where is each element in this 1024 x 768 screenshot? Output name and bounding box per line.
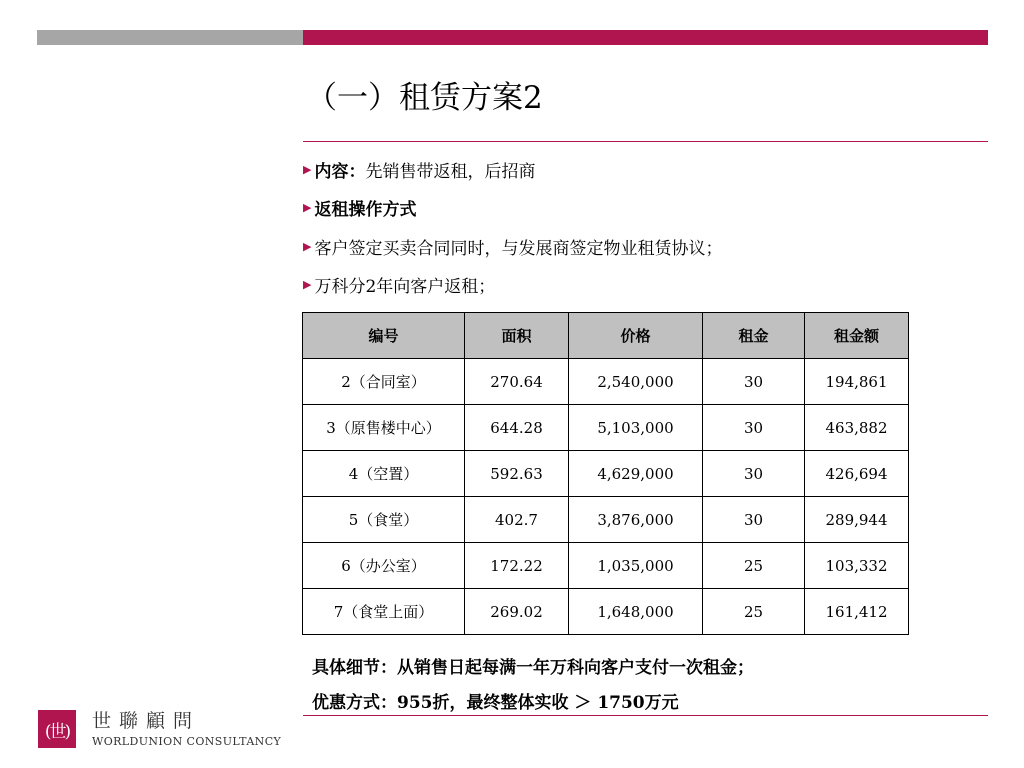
company-logo <box>38 710 76 748</box>
table-cell: 4（空置） <box>303 451 465 497</box>
table-cell: 5（食堂） <box>303 497 465 543</box>
triangle-bullet-icon: ▶ <box>303 278 312 292</box>
triangle-bullet-icon: ▶ <box>303 239 312 253</box>
table-cell: 30 <box>703 451 805 497</box>
column-header: 租金 <box>703 313 805 359</box>
table-cell: 644.28 <box>465 405 569 451</box>
triangle-bullet-icon: ▶ <box>303 162 312 176</box>
bullet-item <box>303 189 988 228</box>
table-cell: 426,694 <box>805 451 909 497</box>
table-cell: 161,412 <box>805 589 909 635</box>
table-cell: 172.22 <box>465 543 569 589</box>
table-row <box>303 451 909 497</box>
table-header-row <box>303 313 909 359</box>
table-cell: 270.64 <box>465 359 569 405</box>
table-row <box>303 405 909 451</box>
bullet-text: 先销售带返租，后招商 <box>365 161 536 182</box>
table-cell: 194,861 <box>805 359 909 405</box>
logo-mark-icon: (世) <box>44 721 70 742</box>
table-row <box>303 359 909 405</box>
table-cell: 6（办公室） <box>303 543 465 589</box>
table-cell: 402.7 <box>465 497 569 543</box>
table-row <box>303 543 909 589</box>
table-cell: 269.02 <box>465 589 569 635</box>
table-cell: 30 <box>703 497 805 543</box>
column-header: 价格 <box>569 313 703 359</box>
title-divider <box>303 141 988 142</box>
table-cell: 25 <box>703 589 805 635</box>
header-accent-bar <box>303 30 988 45</box>
bullet-item <box>303 150 988 189</box>
bullet-label: 返租操作方式 <box>314 200 417 221</box>
table-cell: 463,882 <box>805 405 909 451</box>
page-title: （一）租赁方案2 <box>306 80 543 116</box>
column-header: 面积 <box>465 313 569 359</box>
table-cell: 289,944 <box>805 497 909 543</box>
bullet-text: 万科分2年向客户返租； <box>314 277 496 298</box>
table-row <box>303 589 909 635</box>
company-name-en: WORLDUNION CONSULTANCY <box>92 735 282 748</box>
table-cell: 3（原售楼中心） <box>303 405 465 451</box>
table-cell: 30 <box>703 405 805 451</box>
table-row <box>303 497 909 543</box>
discount-note: 优惠方式：955折，最终整体实收 ＞ 1750万元 <box>312 693 679 713</box>
column-header: 编号 <box>303 313 465 359</box>
company-name-cn: 世聯顧問 <box>92 710 201 732</box>
detail-note: 具体细节：从销售日起每满一年万科向客户支付一次租金； <box>312 658 754 678</box>
header-grey-bar <box>37 30 303 45</box>
table-cell: 30 <box>703 359 805 405</box>
table-cell: 3,876,000 <box>569 497 703 543</box>
rent-table <box>302 312 909 635</box>
bullet-list <box>303 150 988 304</box>
table-cell: 2,540,000 <box>569 359 703 405</box>
bullet-item <box>303 266 988 305</box>
table-cell: 1,035,000 <box>569 543 703 589</box>
footer-divider <box>303 715 988 716</box>
bullet-label: 内容： <box>314 161 366 182</box>
triangle-bullet-icon: ▶ <box>303 201 312 215</box>
table-cell: 1,648,000 <box>569 589 703 635</box>
table-cell: 103,332 <box>805 543 909 589</box>
table-cell: 592.63 <box>465 451 569 497</box>
table-cell: 25 <box>703 543 805 589</box>
bullet-item <box>303 227 988 266</box>
table-cell: 7（食堂上面） <box>303 589 465 635</box>
table-cell: 5,103,000 <box>569 405 703 451</box>
bullet-text: 客户签定买卖合同同时，与发展商签定物业租赁协议； <box>314 238 723 259</box>
column-header: 租金额 <box>805 313 909 359</box>
table-cell: 2（合同室） <box>303 359 465 405</box>
table-cell: 4,629,000 <box>569 451 703 497</box>
